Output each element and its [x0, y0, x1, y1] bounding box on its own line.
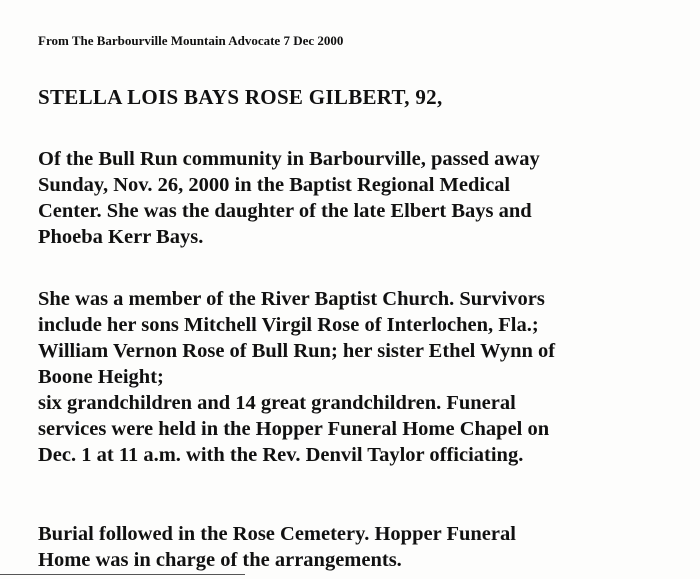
paragraph-line: services were held in the Hopper Funeral Home Chapel on [38, 418, 550, 440]
paragraph-2 [38, 286, 678, 468]
paragraph-line: Sunday, Nov. 26, 2000 in the Baptist Regional Medical [38, 174, 511, 196]
paragraph-line: include her sons Mitchell Virgil Rose of Interlochen, Fla.; [38, 314, 539, 336]
source-line: From The Barbourville Mountain Advocate 7 Dec 2000 [38, 33, 344, 48]
obituary-title: STELLA LOIS BAYS ROSE GILBERT, 92, [38, 85, 443, 109]
paragraph-line: She was a member of the River Baptist Church. Survivors [38, 288, 545, 310]
bottom-rule [0, 574, 245, 575]
paragraph-line: Dec. 1 at 11 a.m. with the Rev. Denvil Taylor officiating. [38, 444, 524, 466]
paragraph-line: six grandchildren and 14 great grandchildren. Funeral [38, 392, 516, 414]
paragraph-line: Of the Bull Run community in Barbourville, passed away [38, 148, 540, 170]
paragraph-line: Burial followed in the Rose Cemetery. Hopper Funeral [38, 523, 516, 545]
paragraph-3 [38, 521, 678, 573]
paragraph-line: Home was in charge of the arrangements. [38, 549, 402, 571]
paragraph-1 [38, 146, 678, 250]
paragraph-line: Phoeba Kerr Bays. [38, 226, 204, 248]
paragraph-line: William Vernon Rose of Bull Run; her sister Ethel Wynn of [38, 340, 556, 362]
paragraph-line: Boone Height; [38, 366, 164, 388]
paragraph-line: Center. She was the daughter of the late Elbert Bays and [38, 200, 532, 222]
